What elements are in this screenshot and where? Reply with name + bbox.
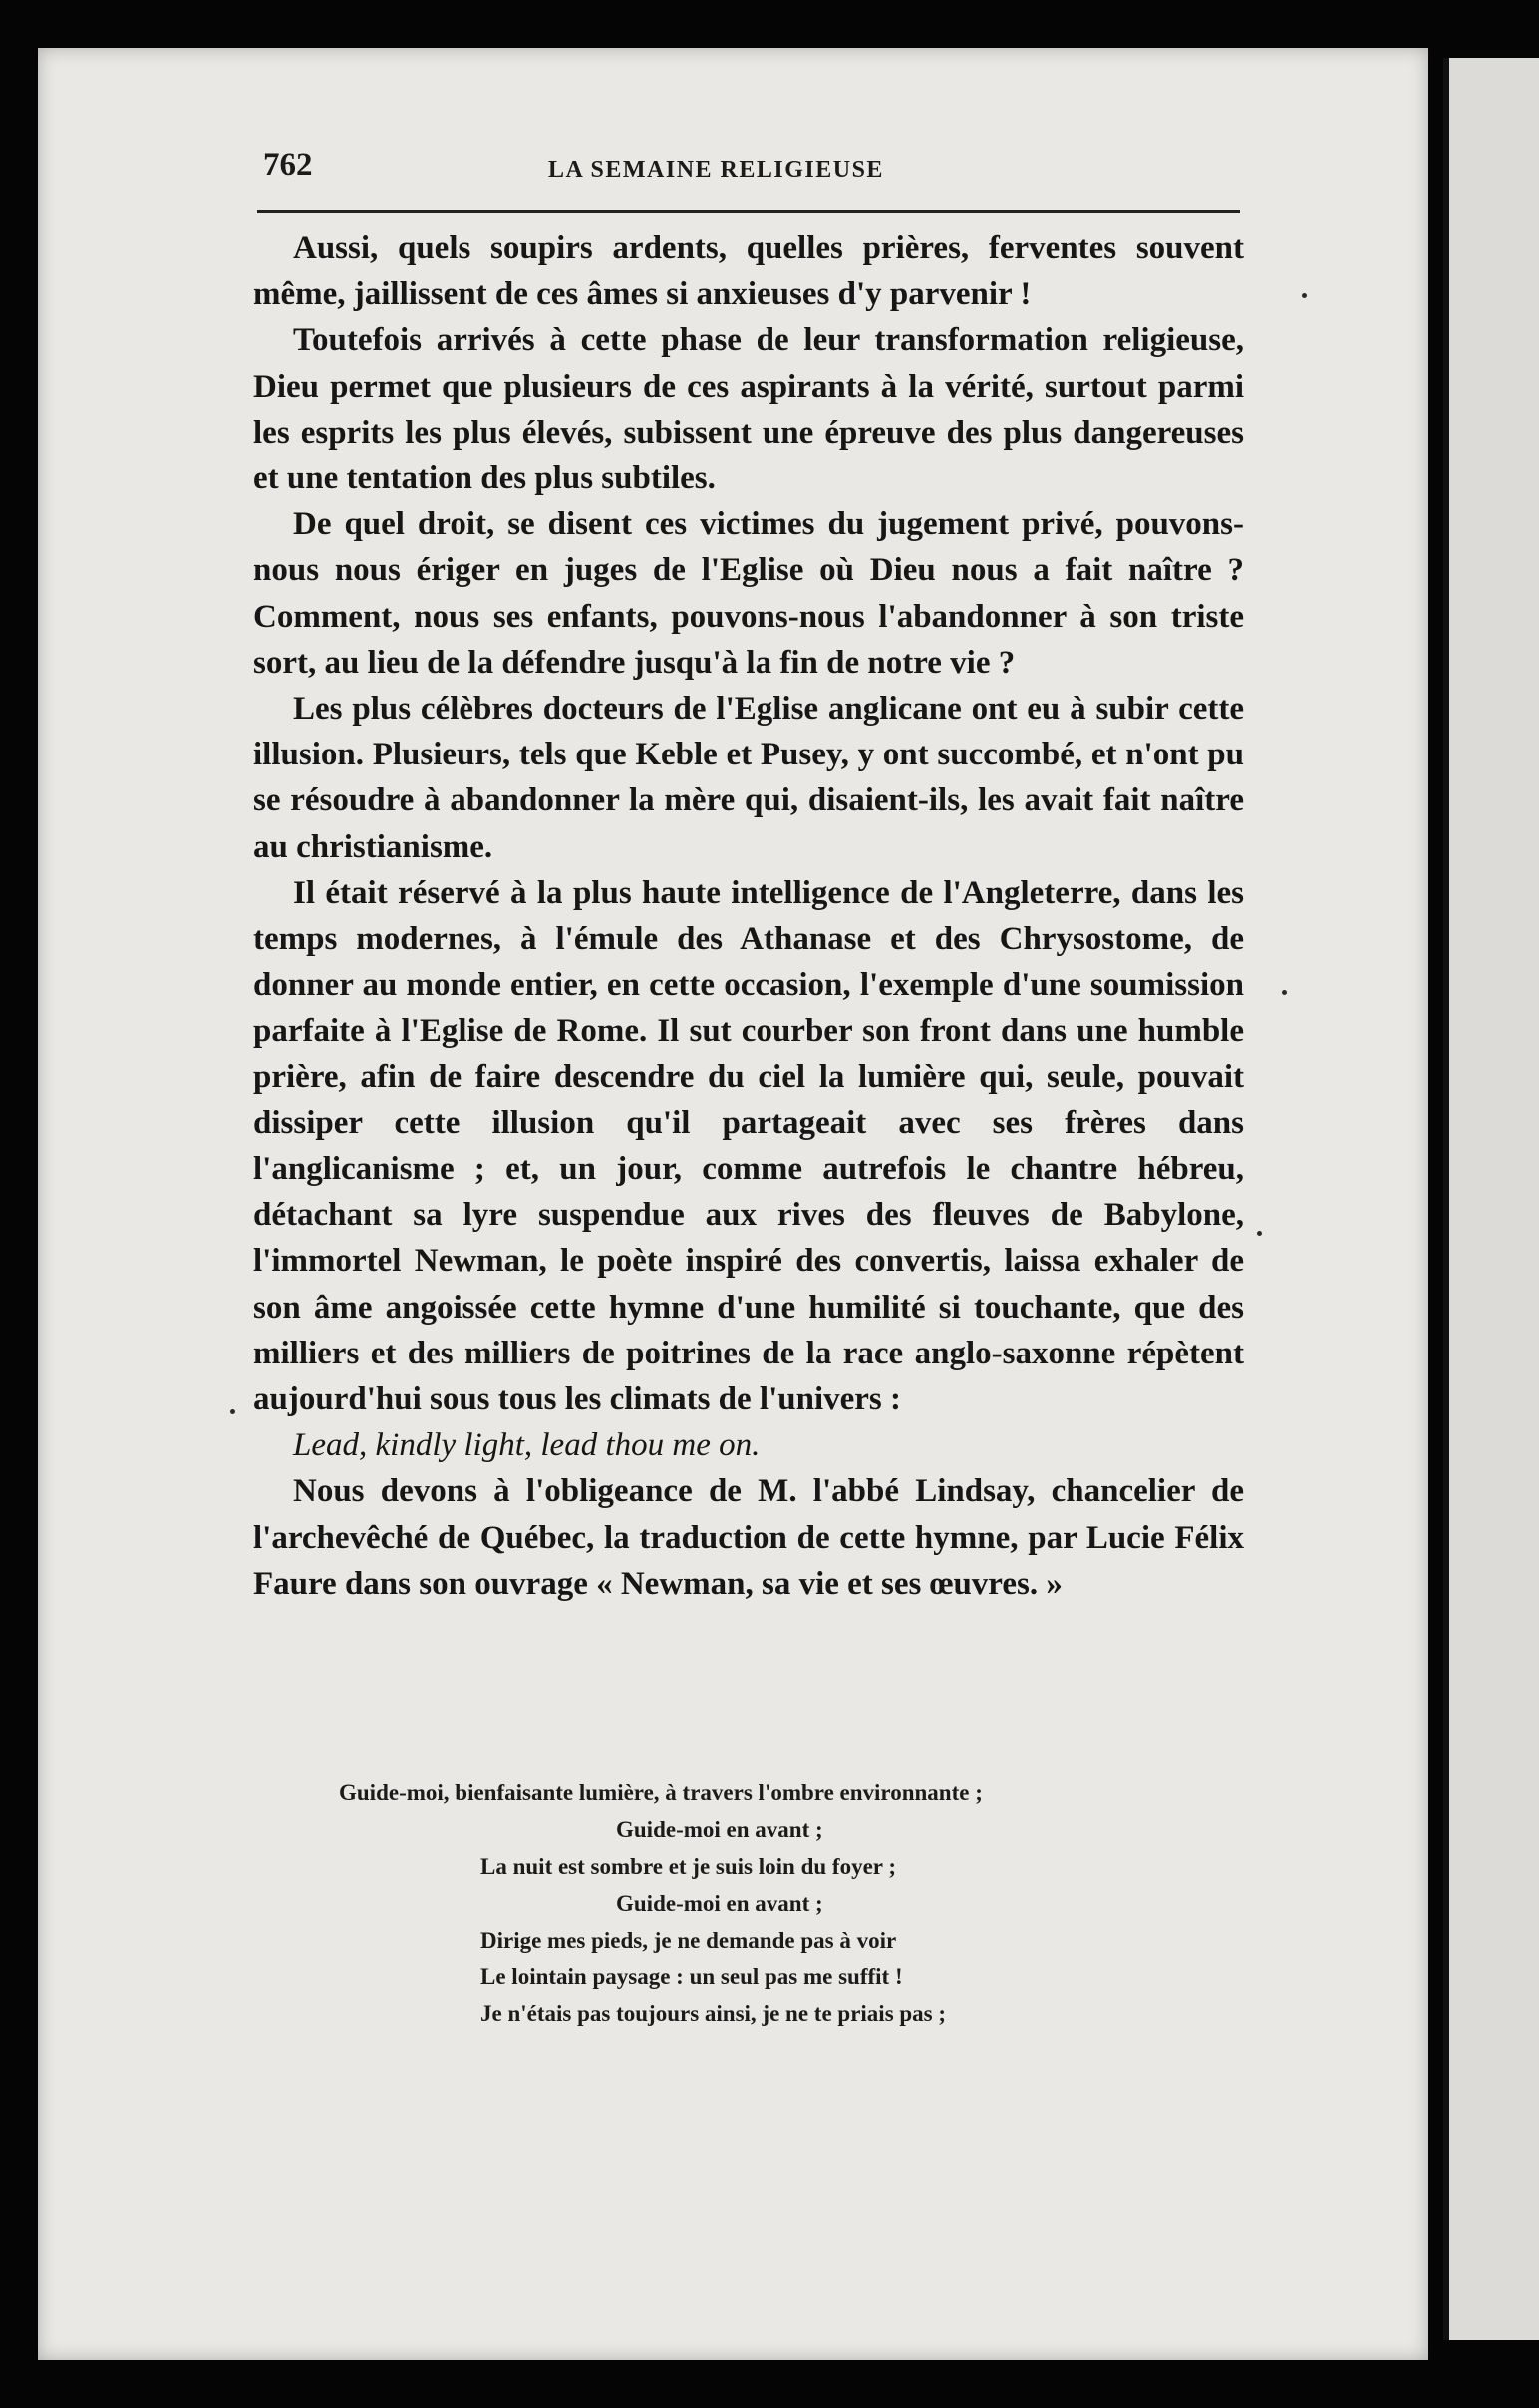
- scan-speck: [1257, 1231, 1262, 1236]
- poem-line: Guide-moi, bienfaisante lumière, à travers l'ombre environnante ;: [339, 1780, 983, 1805]
- paragraph: Nous devons à l'obligeance de M. l'abbé Lindsay, chancelier de l'archevêché de Québec, la traduction de cette hymne, par Lucie Félix Faure dans son ouvrage « Newman, sa vie et ses œuvres. »: [253, 1473, 1244, 1602]
- paragraph: Les plus célèbres docteurs de l'Eglise anglicane ont eu à subir cette illusion. Plusieurs, tels que Keble et Pusey, y ont succombé, et n'ont pu se résoudre à abandonner la mère qui, disaient-ils, les avait fait naître au christianisme.: [253, 691, 1244, 865]
- adjacent-page-edge: [1443, 58, 1539, 2340]
- poem-line: La nuit est sombre et je suis loin du foyer ;: [480, 1854, 896, 1879]
- body-text: [253, 225, 1244, 1607]
- poem-line: Guide-moi en avant ;: [616, 1817, 823, 1842]
- scan-speck: [1282, 990, 1287, 995]
- scan-speck: [230, 1409, 235, 1414]
- poem-line: Je n'étais pas toujours ainsi, je ne te priais pas ;: [480, 2001, 947, 2026]
- poem-translation: [339, 1774, 1077, 2032]
- poem-line: Dirige mes pieds, je ne demande pas à voir: [480, 1928, 897, 1953]
- page-header: [223, 148, 1240, 195]
- poem-line: Guide-moi en avant ;: [616, 1891, 823, 1916]
- paragraph: Toutefois arrivés à cette phase de leur transformation religieuse, Dieu permet que plusieurs de ces aspirants à la vérité, surtout parmi les esprits les plus élevés, subissent une épreuve des plus dangereuses et une tentation des plus subtiles.: [253, 322, 1244, 497]
- header-rule: [257, 210, 1240, 213]
- scan-speck: [1302, 293, 1307, 298]
- page-number: 762: [263, 148, 313, 183]
- quoted-hymn-line: Lead, kindly light, lead thou me on.: [293, 1427, 761, 1464]
- paragraph: Il était réservé à la plus haute intelligence de l'Angleterre, dans les temps modernes, à l'émule des Athanase et des Chrysostome, de donner au monde entier, en cette occasion, l'exemple d'une soumission parfaite à l'Eglise de Rome. Il sut courber son front dans une humble prière, afin de faire descendre du ciel la lumière qui, seule, pouvait dissiper cette illusion qu'il partageait avec ses frères dans l'anglicanisme ; et, un jour, comme autrefois le chantre hébreu, détachant sa lyre suspendue aux rives des fleuves de Babylone, l'immortel Newman, le poète inspiré des convertis, laissa exhaler de son âme angoissée cette hymne d'une humilité si touchante, que des milliers et des milliers de poitrines de la race anglo-saxonne répètent aujourd'hui sous tous les climats de l'univers :: [253, 874, 1244, 1418]
- running-head: LA SEMAINE RELIGIEUSE: [548, 157, 884, 183]
- paragraph: De quel droit, se disent ces victimes du jugement privé, pouvons-nous nous ériger en juges de l'Eglise où Dieu nous a fait naître ? Comment, nous ses enfants, pouvons-nous l'abandonner à son triste sort, au lieu de la défendre jusqu'à la fin de notre vie ?: [253, 506, 1244, 681]
- poem-line: Le lointain paysage : un seul pas me suffit !: [480, 1964, 903, 1989]
- paragraph: Aussi, quels soupirs ardents, quelles prières, ferventes souvent même, jaillissent de ces âmes si anxieuses d'y parvenir !: [253, 230, 1244, 313]
